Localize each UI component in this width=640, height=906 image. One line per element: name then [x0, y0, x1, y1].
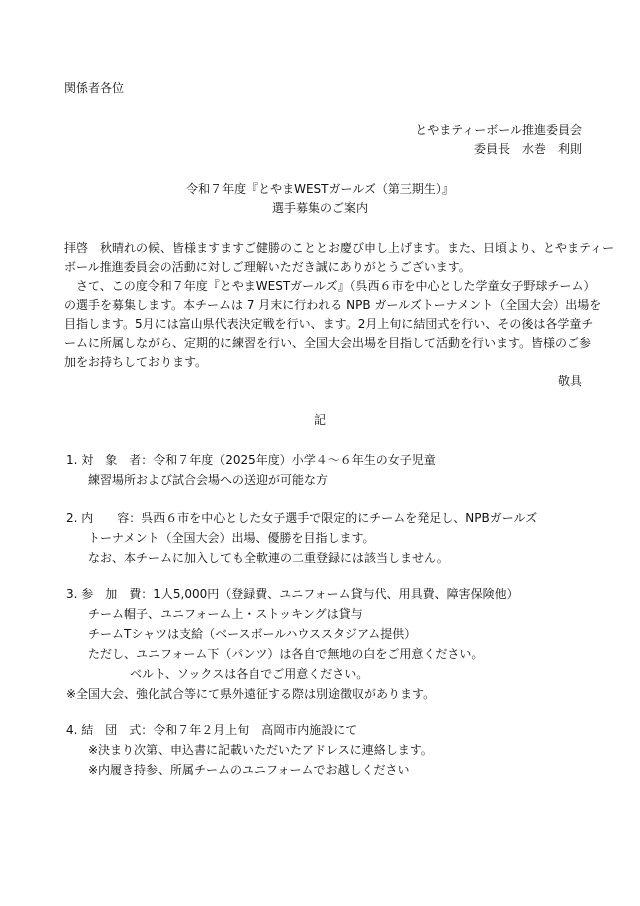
body-line: ームに所属しながら、定期的に練習を行い、全国大会出場を目指して活動を行います。皆様のご参 [64, 336, 592, 350]
item-target-line: 練習場所および試合会場への送迎が可能な方 [88, 473, 329, 487]
sender-person: 委員長 水巻 利則 [473, 142, 582, 156]
body-line: 拝啓 秋晴れの候、皆様ますますご健勝のこととお慶び申し上げます。また、日頃より、とやまティー [64, 241, 615, 255]
item-fee-note: ※全国大会、強化試合等にて県外遠征する際は別途徴収があります。 [66, 687, 436, 701]
body-line: の選手を募集します。本チームは 7 月末に行われる NPB ガールズトーナメント（全国大会）出場を [64, 298, 602, 312]
item-fee-line: ただし、ユニフォーム下（パンツ）は各自で無地の白をご用意ください。 [88, 647, 484, 661]
body-line: さて、この度令和７年度『とやまWESTガールズ』（呉西６市を中心とした学童女子野球チーム） [64, 279, 596, 293]
item-content-line: トーナメント（全国大会）出場、優勝を目指します。 [88, 531, 375, 545]
body-line: ボール推進委員会の活動に対しご理解いただき誠にありがとうございます。 [64, 260, 471, 274]
item-content-line: なお、本チームに加入しても全軟連の二重登録には該当しません。 [88, 551, 449, 565]
item-ceremony-line: 4. 結 団 式：令和７年２月上旬 高岡市内施設にて [66, 723, 358, 737]
ki-heading: 記 [313, 413, 326, 427]
document-subtitle: 選手募集のご案内 [271, 201, 368, 215]
item-target-line: 1. 対 象 者：令和７年度（2025年度）小学４～６年生の女子児童 [66, 453, 436, 467]
body-line: 目指します。5月には富山県代表決定戦を行い、ます。2月上旬に結団式を行い、その後は各学童チ [64, 317, 594, 331]
item-ceremony-line: ※内履き持参、所属チームのユニフォームでお越しください [88, 763, 410, 777]
sender-org: とやまティーボール推進委員会 [415, 123, 582, 137]
closing: 敬具 [557, 374, 582, 388]
item-fee-line: チーム帽子、ユニフォーム上・ストッキングは貸与 [88, 607, 363, 621]
recipient: 関係者各位 [64, 81, 125, 95]
document-title: 令和７年度『とやまWESTガールズ（第三期生）』 [186, 182, 454, 196]
item-ceremony-line: ※決まり次第、申込書に記載いただいたアドレスに連絡します。 [88, 743, 433, 757]
item-fee-line: チームTシャツは支給（ベースボールハウススタジアム提供） [88, 627, 417, 641]
item-fee-line: 3. 参 加 費：1人5,000円（登録費、ユニフォーム貸与代、用具費、障害保険他） [66, 587, 519, 601]
item-content-line: 2. 内 容：呉西６市を中心とした女子選手で限定的にチームを発足し、NPBガールズ [66, 511, 538, 525]
item-fee-line: ベルト、ソックスは各自でご用意ください。 [130, 667, 369, 681]
body-line: 加をお持ちしております。 [64, 355, 208, 369]
